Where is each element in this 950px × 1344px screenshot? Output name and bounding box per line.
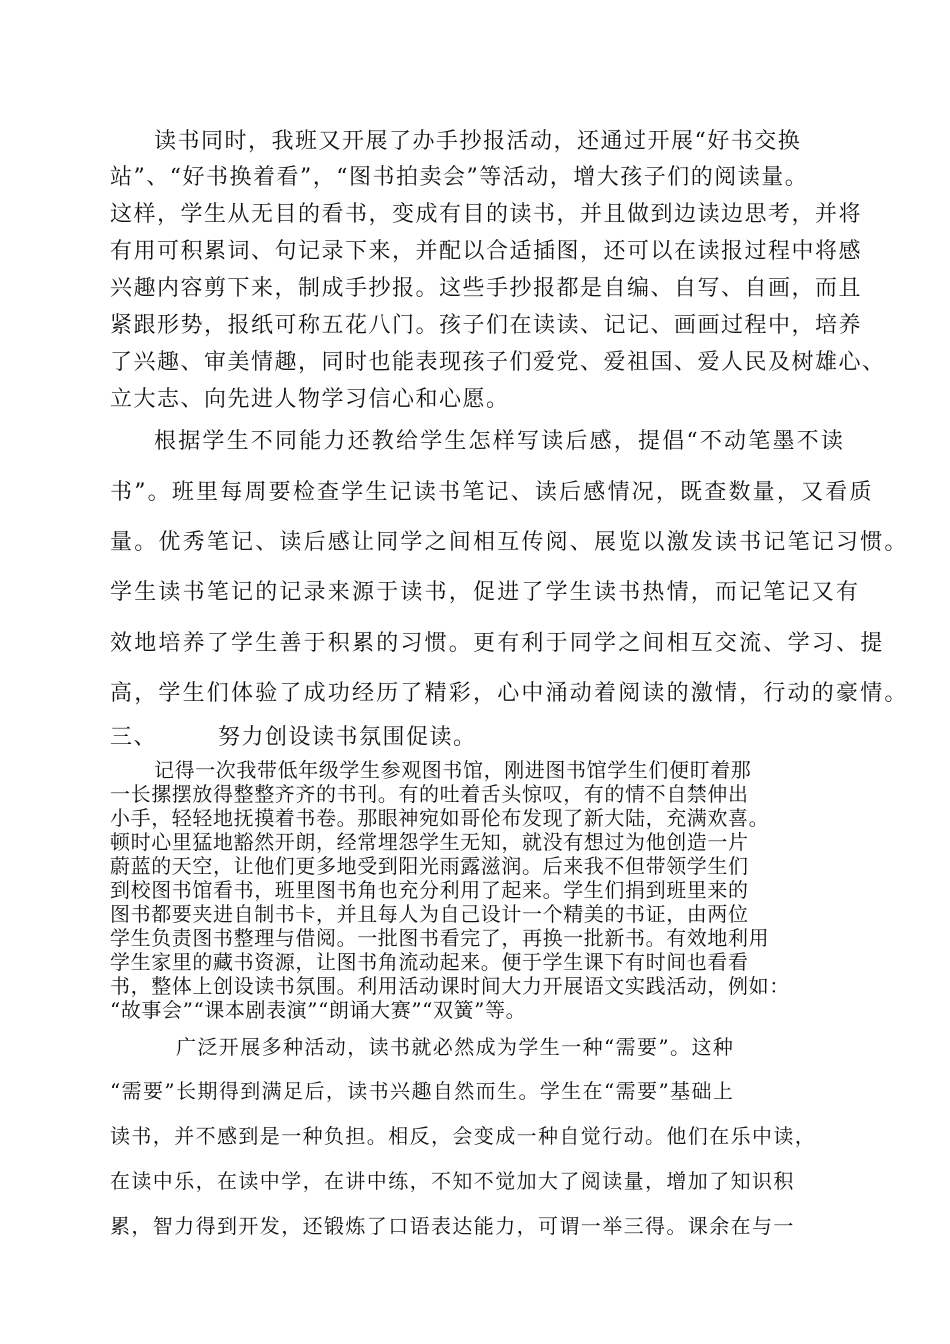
para3-line-3: 小手，轻轻地抚摸着书卷。那眼神宛如哥伦布发现了新大陆，充满欢喜。 — [110, 806, 770, 830]
para1-line-1: 读书同时，我班又开展了办手抄报活动，还通过开展“好书交换 — [154, 129, 802, 154]
para3-line-4: 顿时心里猛地豁然开朗，经常埋怨学生无知，就没有想过为他创造一片 — [110, 830, 749, 854]
para1-line-8: 立大志、向先进人物学习信心和心愿。 — [110, 387, 510, 412]
para3-line-6: 到校图书馆看书，班里图书角也充分利用了起来。学生们捐到班里来的 — [110, 878, 749, 902]
para2-line-6: 高，学生们体验了成功经历了精彩，心中涌动着阅读的激情，行动的豪情。 — [110, 681, 909, 706]
para2-line-1: 根据学生不同能力还教给学生怎样写读后感，提倡“不动笔墨不读 — [154, 429, 846, 454]
para4-line-1: 广泛开展多种活动，读书就必然成为学生一种“需要”。这种 — [176, 1035, 735, 1059]
para4-line-3: 读书，并不感到是一种负担。相反，会变成一种自觉行动。他们在乐中读， — [110, 1124, 817, 1148]
para2-line-4: 学生读书笔记的记录来源于读书，促进了学生读书热情，而记笔记又有 — [110, 580, 861, 605]
para2-line-5: 效地培养了学生善于积累的习惯。更有利于同学之间相互交流、学习、提 — [110, 631, 885, 656]
para4-line-5: 累，智力得到开发，还锻炼了口语表达能力，可谓一举三得。课余在与一 — [110, 1214, 795, 1238]
section-heading: 努力创设读书氛围促读。 — [218, 725, 477, 750]
para1-line-5: 兴趣内容剪下来，制成手抄报。这些手抄报都是自编、自写、自画，而且 — [110, 276, 863, 301]
para3-line-8: 学生负责图书整理与借阅。一批图书看完了，再换一批新书。有效地利用 — [110, 926, 770, 950]
para3-line-2: 一长摞摆放得整整齐齐的书刊。有的吐着舌头惊叹，有的情不自禁伸出 — [110, 782, 749, 806]
para1-line-4: 有用可积累词、句记录下来，并配以合适插图，还可以在读报过程中将感 — [110, 239, 863, 264]
para4-line-2: “需要”长期得到满足后，读书兴趣自然而生。学生在“需要”基础上 — [110, 1079, 735, 1103]
para2-line-3: 量。优秀笔记、读后感让同学之间相互传阅、展览以激发读书记笔记习惯。 — [110, 530, 909, 555]
para3-line-11: “故事会”“课本剧表演”“朗诵大赛”“双簧”等。 — [110, 998, 527, 1022]
para1-line-6: 紧跟形势，报纸可称五花八门。孩子们在读读、记记、画画过程中，培养 — [110, 313, 863, 338]
para2-line-2: 书”。班里每周要检查学生记读书笔记、读后感情况，既查数量，又看质 — [110, 480, 874, 505]
para3-line-1: 记得一次我带低年级学生参观图书馆，刚进图书馆学生们便盯着那 — [154, 758, 752, 782]
para1-line-2: 站”、“好书换着看”，“图书拍卖会”等活动，增大孩子们的阅读量。 — [110, 165, 809, 190]
para3-line-7: 图书都要夹进自制书卡，并且每人为自己设计一个精美的书证，由两位 — [110, 902, 749, 926]
para4-line-4: 在读中乐，在读中学，在讲中练，不知不觉加大了阅读量，增加了知识积 — [110, 1169, 795, 1193]
para3-line-9: 学生家里的藏书资源，让图书角流动起来。便于学生课下有时间也看看 — [110, 950, 749, 974]
para3-line-5: 蔚蓝的天空，让他们更多地受到阳光雨露滋润。后来我不但带领学生们 — [110, 854, 749, 878]
para1-line-7: 了兴趣、审美情趣，同时也能表现孩子们爱党、爱祖国、爱人民及树雄心、 — [110, 350, 886, 375]
para3-line-10: 书，整体上创设读书氛围。利用活动课时间大力开展语文实践活动，例如： — [110, 974, 790, 998]
para1-line-3: 这样，学生从无目的看书，变成有目的读书，并且做到边读边思考，并将 — [110, 202, 863, 227]
section-number: 三、 — [110, 725, 158, 750]
